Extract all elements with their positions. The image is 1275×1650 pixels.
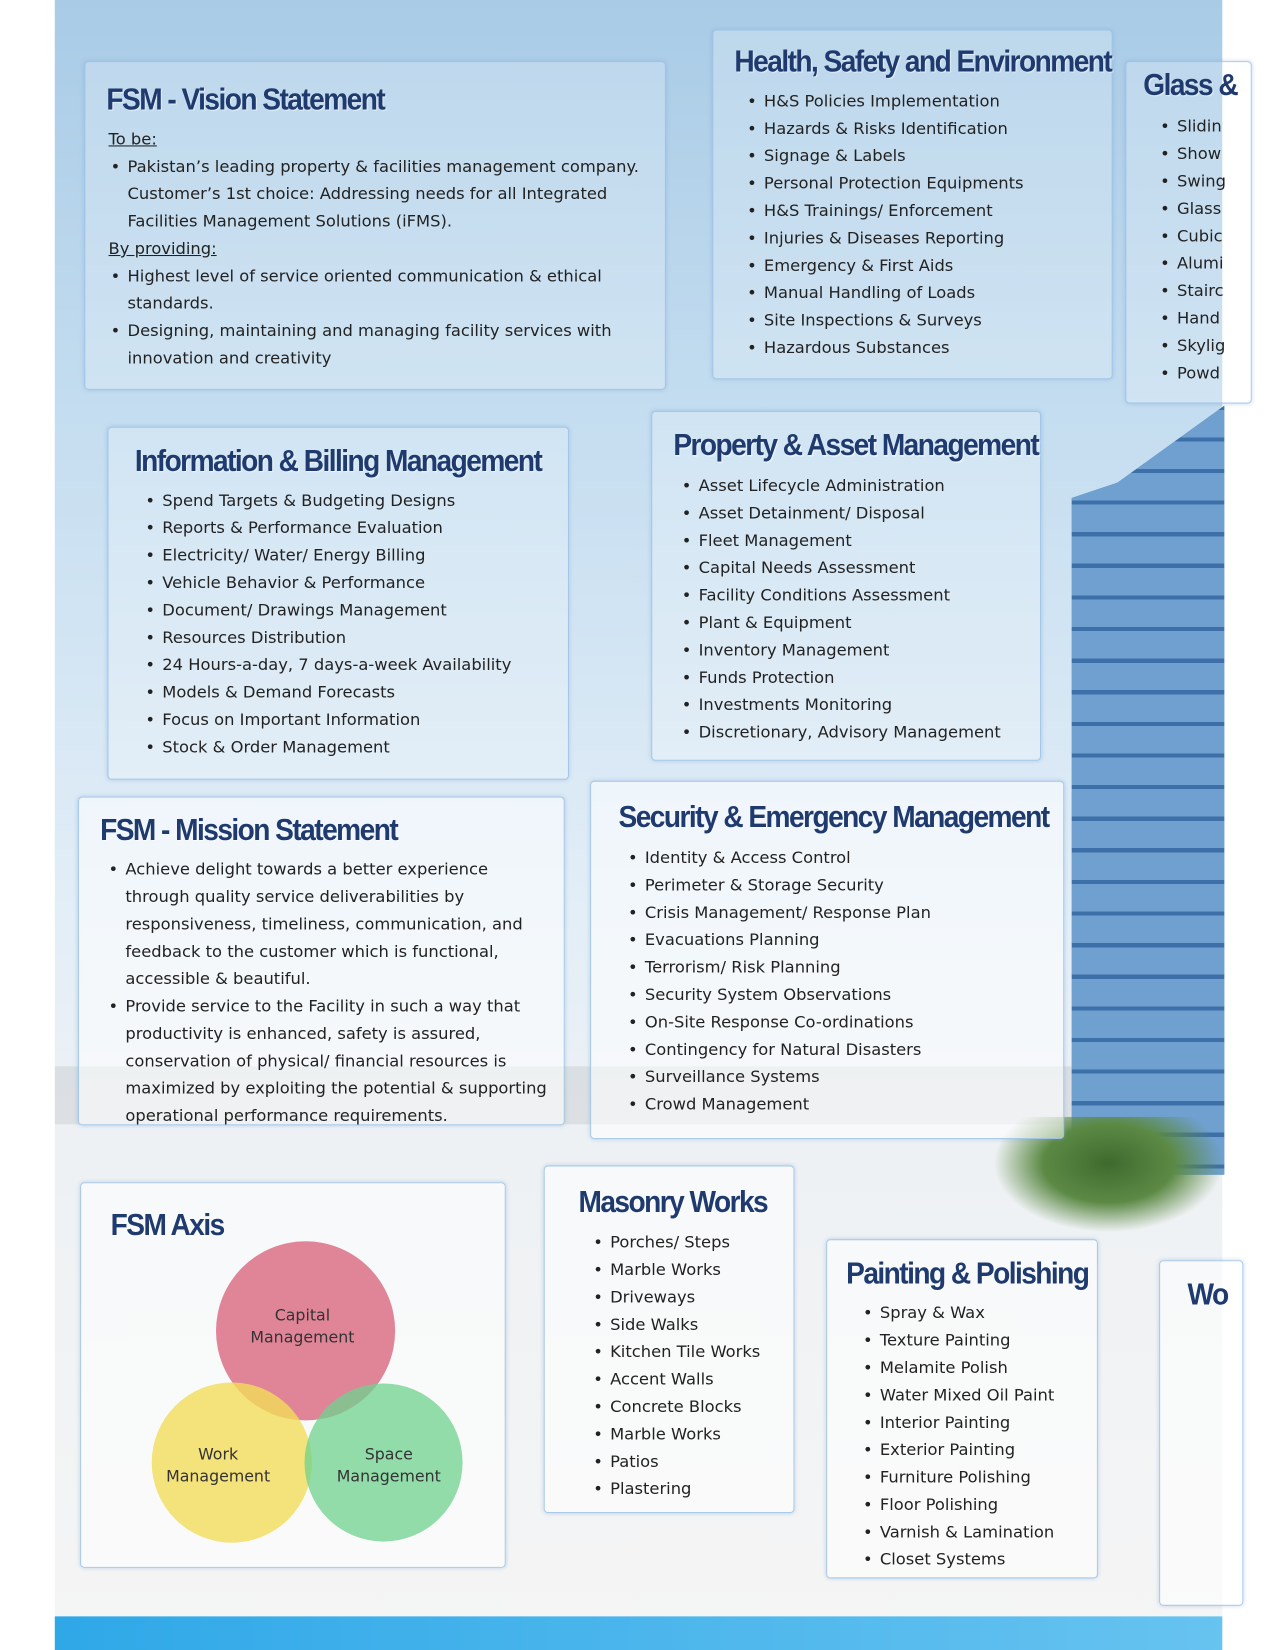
space-label-1: Space bbox=[364, 1444, 413, 1464]
footer-bar bbox=[55, 1616, 1222, 1650]
list-item: • Perimeter & Storage Security bbox=[626, 871, 931, 898]
list-item: • 24 Hours-a-day, 7 days-a-week Availability bbox=[143, 651, 511, 678]
list-item: • Glass bbox=[1158, 195, 1226, 222]
list-item: • Marble Works bbox=[591, 1256, 760, 1283]
list-item: • Achieve delight towards a better experience through quality service deliverabilities by responsiveness, timeliness, communication, and feedback to the customer which is functional, accessible & beautiful. bbox=[106, 856, 549, 993]
list-item: • Swing bbox=[1158, 168, 1226, 195]
vision-title: FSM - Vision Statement bbox=[106, 83, 385, 117]
fsm-axis-title: FSM Axis bbox=[110, 1208, 224, 1243]
list-item: • Highest level of service oriented communication & ethical standards. bbox=[109, 262, 646, 317]
list-item: • Water Mixed Oil Paint bbox=[861, 1381, 1054, 1408]
list-item: • Crisis Management/ Response Plan bbox=[626, 899, 931, 926]
list-item: • Crowd Management bbox=[626, 1091, 931, 1118]
list-item: • Floor Polishing bbox=[861, 1491, 1054, 1518]
property-list bbox=[680, 472, 1001, 746]
list-item: • Asset Lifecycle Administration bbox=[680, 472, 1001, 499]
list-item: • Manual Handling of Loads bbox=[745, 279, 1024, 306]
list-item: • Texture Painting bbox=[861, 1327, 1054, 1354]
list-item: • Kitchen Tile Works bbox=[591, 1338, 760, 1365]
list-item: • Cubic bbox=[1158, 222, 1226, 249]
list-item: • Porches/ Steps bbox=[591, 1229, 760, 1256]
list-item: • Security System Observations bbox=[626, 981, 931, 1008]
list-item: • Provide service to the Facility in such a way that productivity is enhanced, safety is assured, conservation of physical/ financial resources is maximized by exploiting the potential & supporting operational performance requirements. bbox=[106, 993, 549, 1130]
list-item: • Contingency for Natural Disasters bbox=[626, 1036, 931, 1063]
security-box bbox=[590, 781, 1064, 1139]
painting-box bbox=[826, 1239, 1098, 1578]
list-item: • Driveways bbox=[591, 1283, 760, 1310]
list-item: • Electricity/ Water/ Energy Billing bbox=[143, 542, 511, 569]
list-item: • Powd bbox=[1158, 359, 1226, 386]
wo-title: Wo bbox=[1187, 1278, 1228, 1312]
work-label-1: Work bbox=[198, 1444, 239, 1464]
list-item: • Exterior Painting bbox=[861, 1436, 1054, 1463]
vision-statement-box bbox=[84, 61, 666, 390]
list-item: • H&S Policies Implementation bbox=[745, 87, 1024, 114]
list-item: • Plant & Equipment bbox=[680, 609, 1001, 636]
list-item: • Interior Painting bbox=[861, 1409, 1054, 1436]
list-item: • Fleet Management bbox=[680, 527, 1001, 554]
list-item: • Closet Systems bbox=[861, 1546, 1054, 1573]
by-providing-label: By providing: bbox=[108, 239, 217, 259]
glass-box bbox=[1125, 61, 1251, 403]
billing-box bbox=[107, 427, 569, 780]
list-item: • Personal Protection Equipments bbox=[745, 170, 1024, 197]
list-item: • Signage & Labels bbox=[745, 142, 1024, 169]
list-item: • Vehicle Behavior & Performance bbox=[143, 569, 511, 596]
masonry-box bbox=[544, 1165, 795, 1513]
property-title: Property & Asset Management bbox=[673, 428, 1039, 463]
hse-list bbox=[745, 87, 1024, 361]
list-item: • Stairc bbox=[1158, 277, 1226, 304]
masonry-title: Masonry Works bbox=[578, 1185, 768, 1220]
list-item: • Funds Protection bbox=[680, 664, 1001, 691]
list-item: • Terrorism/ Risk Planning bbox=[626, 954, 931, 981]
masonry-list bbox=[591, 1229, 760, 1503]
work-label-2: Management bbox=[166, 1466, 271, 1486]
list-item: • Hazardous Substances bbox=[745, 334, 1024, 361]
capital-label-2: Management bbox=[250, 1327, 355, 1347]
list-item: • Concrete Blocks bbox=[591, 1393, 760, 1420]
mission-title: FSM - Mission Statement bbox=[100, 813, 398, 848]
list-item: • Surveillance Systems bbox=[626, 1063, 931, 1090]
list-item: • Site Inspections & Surveys bbox=[745, 307, 1024, 334]
painting-title: Painting & Polishing bbox=[846, 1257, 1089, 1291]
capital-label-1: Capital bbox=[274, 1305, 331, 1325]
list-item: • Asset Detainment/ Disposal bbox=[680, 499, 1001, 526]
list-item: • Show bbox=[1158, 140, 1226, 167]
list-item: • Stock & Order Management bbox=[143, 733, 511, 760]
list-item: • Varnish & Lamination bbox=[861, 1518, 1054, 1545]
to-be-list bbox=[109, 153, 646, 235]
space-label-2: Management bbox=[336, 1466, 441, 1486]
list-item: • Slidin bbox=[1158, 113, 1226, 140]
list-item: • Melamite Polish bbox=[861, 1354, 1054, 1381]
list-item: • Document/ Drawings Management bbox=[143, 596, 511, 623]
fsm-axis-venn bbox=[81, 1183, 507, 1569]
security-list bbox=[626, 844, 931, 1118]
list-item: • Discretionary, Advisory Management bbox=[680, 719, 1001, 746]
list-item: • Spend Targets & Budgeting Designs bbox=[143, 487, 511, 514]
list-item: • Models & Demand Forecasts bbox=[143, 679, 511, 706]
list-item: • Furniture Polishing bbox=[861, 1464, 1054, 1491]
to-be-label: To be: bbox=[108, 129, 157, 149]
hse-title: Health, Safety and Environment bbox=[734, 45, 1112, 80]
list-item: • Plastering bbox=[591, 1475, 760, 1502]
list-item: • Skylig bbox=[1158, 332, 1226, 359]
billing-list bbox=[143, 487, 511, 761]
billing-title: Information & Billing Management bbox=[134, 444, 542, 479]
list-item: • Reports & Performance Evaluation bbox=[143, 514, 511, 541]
list-item: • Investments Monitoring bbox=[680, 691, 1001, 718]
list-item: • Identity & Access Control bbox=[626, 844, 931, 871]
building-image bbox=[1072, 406, 1225, 1175]
list-item: • Injuries & Diseases Reporting bbox=[745, 224, 1024, 251]
list-item: • Spray & Wax bbox=[861, 1299, 1054, 1326]
providing-list bbox=[109, 262, 646, 372]
list-item: • Emergency & First Aids bbox=[745, 252, 1024, 279]
painting-list bbox=[861, 1299, 1054, 1573]
list-item: • Side Walks bbox=[591, 1311, 760, 1338]
list-item: • Facility Conditions Assessment bbox=[680, 582, 1001, 609]
list-item: • Patios bbox=[591, 1448, 760, 1475]
list-item: • Alumi bbox=[1158, 250, 1226, 277]
wo-box bbox=[1159, 1260, 1243, 1606]
list-item: • Accent Walls bbox=[591, 1366, 760, 1393]
list-item: • Resources Distribution bbox=[143, 624, 511, 651]
list-item: • Hazards & Risks Identification bbox=[745, 115, 1024, 142]
list-item: • Designing, maintaining and managing facility services with innovation and creativity bbox=[109, 317, 646, 372]
glass-title: Glass & bbox=[1143, 68, 1238, 103]
list-item: • On-Site Response Co-ordinations bbox=[626, 1008, 931, 1035]
property-box bbox=[651, 411, 1041, 761]
list-item: • Evacuations Planning bbox=[626, 926, 931, 953]
security-title: Security & Emergency Management bbox=[618, 800, 1049, 835]
list-item: • Marble Works bbox=[591, 1420, 760, 1447]
list-item: • Hand bbox=[1158, 305, 1226, 332]
list-item: • Pakistan’s leading property & facilities management company. Customer’s 1st choice: Addressing needs for all Integrated Facilities Management Solutions (iFMS). bbox=[109, 153, 646, 235]
list-item: • Focus on Important Information bbox=[143, 706, 511, 733]
glass-list bbox=[1158, 113, 1226, 387]
hse-box bbox=[712, 30, 1112, 380]
mission-box bbox=[78, 797, 565, 1126]
fsm-axis-box bbox=[80, 1182, 506, 1568]
list-item: • Inventory Management bbox=[680, 636, 1001, 663]
list-item: • H&S Trainings/ Enforcement bbox=[745, 197, 1024, 224]
brochure-page bbox=[55, 0, 1238, 1650]
mission-list bbox=[106, 856, 549, 1130]
list-item: • Capital Needs Assessment bbox=[680, 554, 1001, 581]
